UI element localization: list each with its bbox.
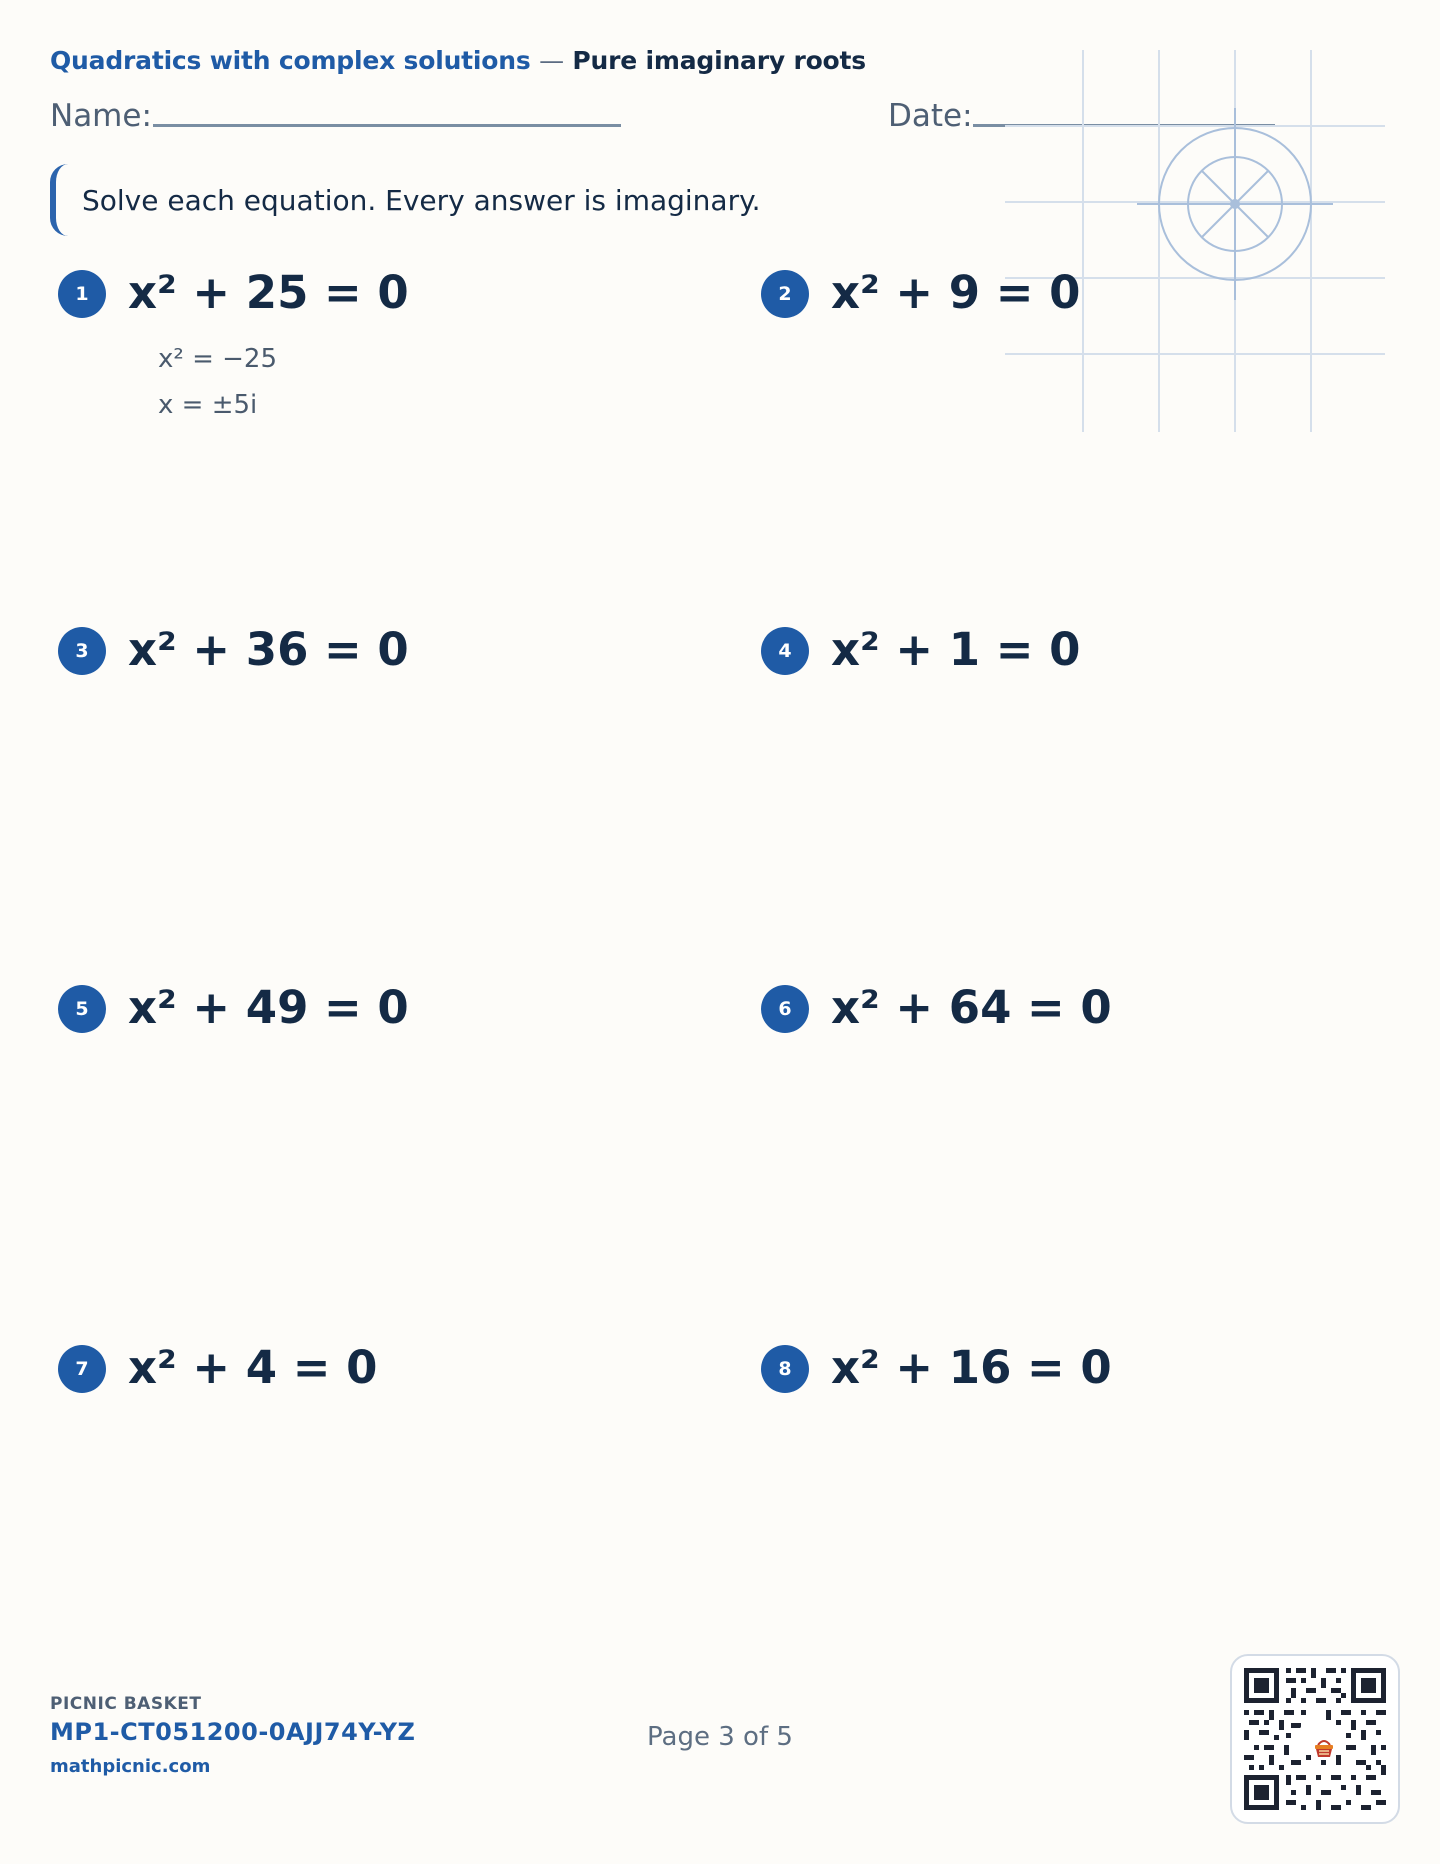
title-topic: Pure imaginary roots [572, 46, 866, 75]
instruction-text: Solve each equation. Every answer is imaginary. [82, 183, 761, 217]
page-number: Page 3 of 5 [647, 1722, 793, 1752]
problem-number-badge: 3 [58, 627, 106, 675]
problem-equation: x² + 16 = 0 [831, 1341, 1112, 1394]
problem-number-badge: 4 [761, 627, 809, 675]
name-label: Name: [50, 98, 152, 134]
problem-equation: x² + 1 = 0 [831, 623, 1081, 676]
problem-number-badge: 1 [58, 270, 106, 318]
picnic-basket-icon [1300, 1724, 1330, 1754]
problem-equation: x² + 4 = 0 [128, 1341, 378, 1394]
problem-equation: x² + 36 = 0 [128, 623, 409, 676]
date-label: Date: [888, 98, 973, 134]
problem-equation: x² + 64 = 0 [831, 981, 1112, 1034]
title-series: Quadratics with complex solutions [50, 46, 531, 75]
problem-equation: x² + 9 = 0 [831, 266, 1081, 319]
site-link[interactable]: mathpicnic.com [50, 1756, 211, 1777]
problem-number-badge: 6 [761, 985, 809, 1033]
problem-number-badge: 5 [58, 985, 106, 1033]
title-separator: — [539, 46, 564, 75]
footer-brand: PICNIC BASKET [50, 1694, 202, 1714]
worksheet-title [50, 46, 866, 75]
problem-number-badge: 2 [761, 270, 809, 318]
problem-equation: x² + 25 = 0 [128, 266, 409, 319]
work-step: x = ±5i [158, 390, 258, 420]
target-grid-icon [1005, 50, 1405, 438]
problem-number-badge: 8 [761, 1345, 809, 1393]
work-step: x² = −25 [158, 344, 277, 374]
qr-code-icon[interactable] [1230, 1654, 1400, 1824]
problem-number-badge: 7 [58, 1345, 106, 1393]
name-line[interactable] [153, 124, 621, 127]
worksheet-code: MP1-CT051200-0AJJ74Y-YZ [50, 1718, 416, 1746]
problem-equation: x² + 49 = 0 [128, 981, 409, 1034]
instruction-box [50, 164, 761, 236]
